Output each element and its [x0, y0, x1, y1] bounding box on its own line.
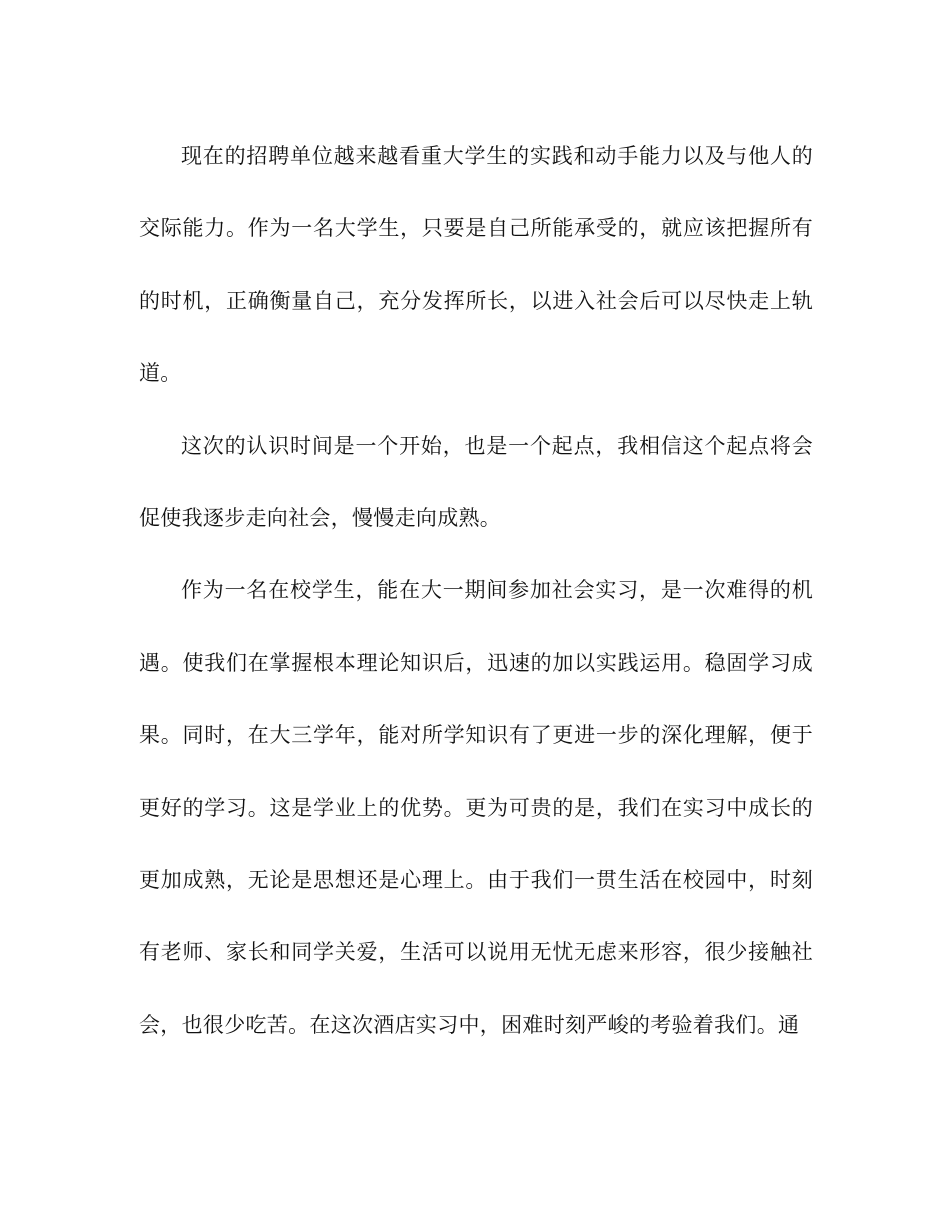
- paragraph-1: 现在的招聘单位越来越看重大学生的实践和动手能力以及与他人的交际能力。作为一名大学生，只要是自己所能承受的，就应该把握所有的时机，正确衡量自己，充分发挥所长，以进入社会后可以尽快走上轨道。: [139, 144, 813, 386]
- paragraph-3: 作为一名在校学生，能在大一期间参加社会实习，是一次难得的机遇。使我们在掌握根本理论知识后，迅速的加以实践运用。稳固学习成果。同时，在大三学年，能对所学知识有了更进一步的深化理解，便于更好的学习。这是学业上的优势。更为可贵的是，我们在实习中成长的更加成熟，无论是思想还是心理上。由于我们一贯生活在校园中，时刻有老师、家长和同学关爱，生活可以说用无忧无虑来形容，很少接触社会，也很少吃苦。在这次酒店实习中，困难时刻严峻的考验着我们。通: [139, 578, 813, 1037]
- document-body: [139, 120, 813, 1061]
- paragraph-2: 这次的认识时间是一个开始，也是一个起点，我相信这个起点将会促使我逐步走向社会，慢慢走向成熟。: [139, 433, 813, 531]
